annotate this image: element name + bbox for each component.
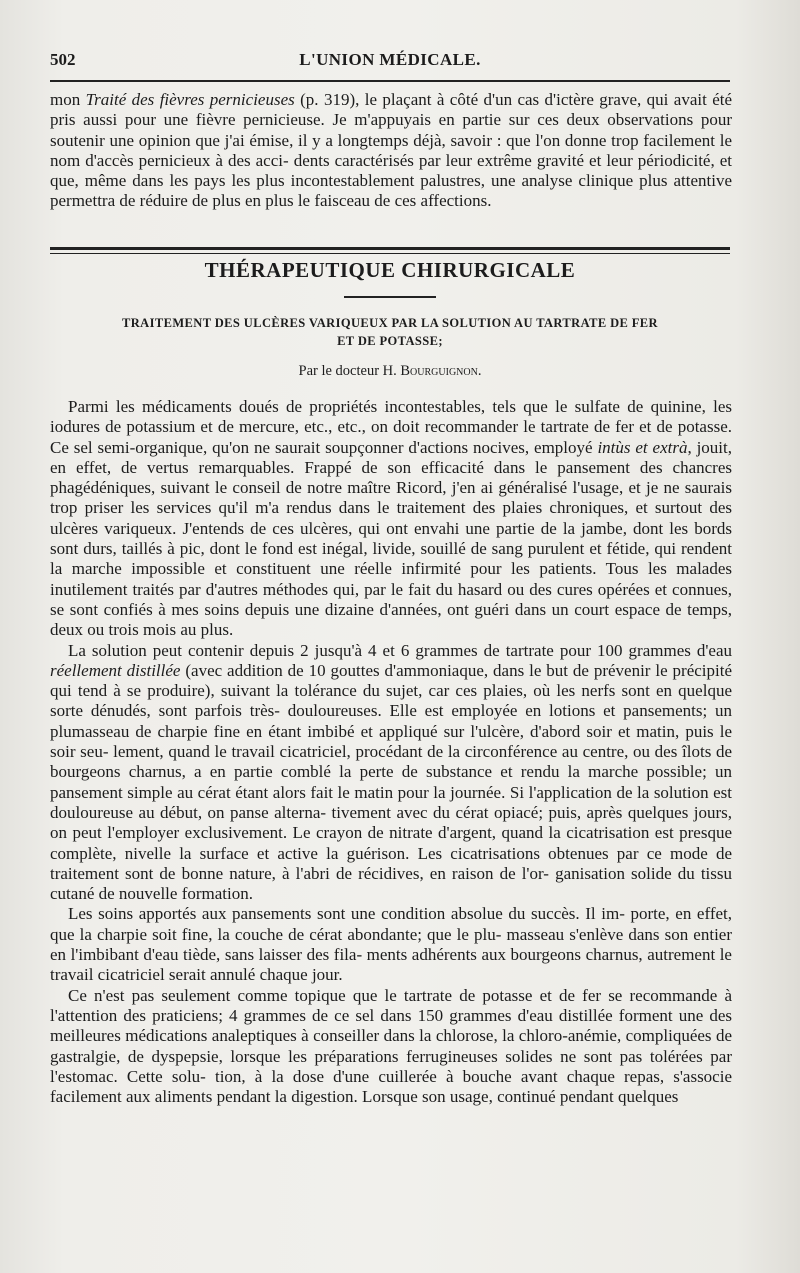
section-divider	[50, 247, 730, 254]
text-run: quinine, les iodures de potassium et de mercure, etc., etc., on doit recommander	[50, 397, 732, 437]
paragraph-3	[50, 904, 732, 985]
text-run: grave, qui avait été pris aussi pour une fièvre pernicieuse. Je m'appuyais en partie	[50, 90, 733, 130]
byline-prefix: Par le docteur H.	[298, 363, 401, 379]
text-run: dents caractérisés par leur extrême gravité et leur périodicité, et que, même dans	[50, 150, 732, 191]
text-run: souillé de sang purulent et fétide, qui rendent la marche impossible et constituent	[50, 539, 732, 579]
intro-paragraph	[50, 90, 732, 212]
text-run: les préparations ferrugineuses solides ne sont pas tolérées par l'estomac. Cette solu-	[50, 1046, 733, 1086]
text-run: une réelle infirmité pour les patients. Tous les malades inutilement traités par	[50, 559, 733, 599]
text-run: marche possible; un pansement simple au cérat étant alors fait le matin pour la	[50, 762, 732, 802]
text-run: Parmi les médicaments doués de propriétés incontestables, tels que le sulfate de	[68, 397, 644, 416]
paragraph-1	[50, 397, 732, 641]
italic-text: Traité des fièvres pernicieuses	[85, 90, 295, 109]
text-run: lement, quand le travail cicatriciel, procédant de la circonférence au centre, ou des	[113, 742, 678, 762]
intro-text	[50, 90, 732, 212]
text-run: de la jambe, dont les bords sont durs, taillés à pic, dont le fond est inégal, livide,	[50, 518, 732, 559]
text-run: conseil de notre maître Ricord, j'en ai généralisé l'usage, et je ne saurais trop	[50, 478, 732, 518]
paragraph-2	[50, 641, 732, 905]
text-run: (p. 319), le plaçant à côté d'un cas d'ictère	[294, 90, 594, 109]
article-body	[50, 397, 732, 1107]
text-run: fine en étant imbibé et appliqué sur l'ulcère, d'abord soir et matin, puis le soir seu-	[50, 721, 732, 762]
text-run: sont confiés à mes soins depuis une dizaine d'années, ont guéri dans un court	[69, 599, 610, 619]
text-run: Ce n'est pas seulement comme topique que le tartrate de potasse et de fer se	[68, 985, 623, 1005]
text-run: permettra de réduire de plus en plus le faisceau de ces affections.	[50, 191, 492, 211]
text-run: tivement avec du cérat opiacé; puis, après quelques jours, on peut l'employer	[50, 802, 733, 843]
text-run: dans la chlorose, la chloro-anémie, compliquées de gastralgie, de dyspepsie, lorsque	[50, 1026, 733, 1066]
text-run: Frappé de son efficacité dans le pansement des chancres phagédéniques, suivant le	[50, 457, 733, 498]
text-run: recommande à l'attention des praticiens; 4 grammes de ce sel dans 150 grammes	[50, 985, 732, 1025]
paragraph-4	[50, 986, 732, 1108]
text-run: mon	[50, 90, 86, 109]
text-run: espace de temps, deux ou trois mois au plus.	[50, 599, 733, 640]
text-run: les pays les plus incontestablement palustres, une analyse clinique plus attentive	[169, 171, 732, 191]
text-run: exclusivement. Le crayon de nitrate d'argent, quand la cicatrisation est presque	[184, 823, 732, 843]
section-title-underline	[344, 296, 436, 298]
text-run: ments adhérents aux bourgeons charnus, autrement le travail cicatriciel serait	[50, 945, 732, 985]
text-run: 100 grammes d'eau	[597, 640, 733, 660]
text-run: sujet, car ces plaies, où les nerfs sont en quelque sorte dénudés, sont parfois très-	[50, 681, 732, 721]
text-run: Les soins apportés aux pansements sont une condition absolue du succès. Il im-	[68, 904, 625, 924]
article-title-line-1: TRAITEMENT DES ULCÈRES VARIQUEUX PAR LA SOLUTION AU TARTRATE DE FER	[122, 316, 658, 330]
section-title: THÉRAPEUTIQUE CHIRURGICALE	[204, 258, 576, 282]
text-run: aux aliments pendant la digestion. Lorsque son usage, continué pendant quelques	[126, 1087, 679, 1107]
text-run: douloureuses. Elle est employée en lotions et pansements; un plumasseau de charpie	[50, 701, 733, 741]
text-run: (avec addition de 10 gouttes d'ammoniaque,	[180, 660, 489, 680]
italic-text: réellement distillée	[50, 660, 181, 680]
article-title	[70, 314, 710, 350]
italic-text: intùs et extrà	[597, 437, 688, 457]
text-run: , jouit, en effet, de vertus remarquables.	[50, 437, 732, 477]
text-run: d'eau distillée forment une des meilleures médications analeptiques à conseiller	[50, 1005, 733, 1046]
text-run: surtout des ulcères variqueux. J'entends de ces ulcères, qui ont envahi une partie	[50, 498, 733, 538]
article-title-line-2: ET DE POTASSE;	[337, 334, 443, 348]
text-run: La solution peut contenir depuis 2 jusqu'à 4 et 6 grammes de tartrate pour	[68, 640, 592, 660]
page-number: 502	[50, 50, 76, 69]
text-run: tion, à la dose d'une cuillerée à bouche avant chaque repas, s'associe facilement	[50, 1066, 732, 1107]
text-run: îlots de bourgeons charnus, a en partie comblé la perte de substance et rendu la	[50, 742, 733, 782]
byline-author: Bourguignon.	[400, 363, 482, 379]
header-rule	[50, 80, 730, 82]
text-run: priser les services qu'il m'a rendus dans le traitement des plaies chroniques, et	[84, 498, 648, 518]
text-run: dans le but de prévenir le précipité qui tend à se produire), suivant la tolérance du	[50, 660, 732, 701]
running-title: L'UNION MÉDICALE.	[299, 50, 481, 69]
text-run: porte, en effet, que la charpie soit fine, la couche de cérat abondante; que le plu-	[50, 904, 733, 944]
text-run: journée. Si l'application de la solution est douloureuse au début, on panse alterna-	[50, 782, 733, 822]
text-run: annulé chaque jour.	[210, 965, 343, 985]
article-byline	[50, 363, 730, 380]
text-run: masseau s'enlève dans son entier en l'imbibant d'eau tiède, sans laisser des fila-	[50, 924, 733, 965]
text-run: le tartrate de fer et de potasse. Ce sel semi-organique, qu'on ne saurait soupçonner	[50, 417, 732, 457]
text-run: mode de traitement sont de bonne nature, à l'abri de récidives, en raison de l'or-	[50, 843, 732, 883]
text-run: complète, nivelle la surface et active la guérison. Les cicatrisations obtenues par ce	[50, 843, 662, 863]
text-run: d'autres méthodes qui, par le fait du hasard ou des cures opérées et connues, se	[50, 579, 732, 619]
text-run: déjà, savoir : que l'on donne trop facilement le nom d'accès pernicieux à des acci-	[50, 130, 732, 170]
page-header	[50, 50, 730, 74]
text-run: ganisation solide du tissu cutané de nouvelle formation.	[50, 863, 732, 904]
text-run: sur ces deux observations pour soutenir une opinion que j'ai émise, il y a longtemps	[50, 110, 733, 150]
text-run: d'actions nocives, employé	[408, 437, 598, 457]
